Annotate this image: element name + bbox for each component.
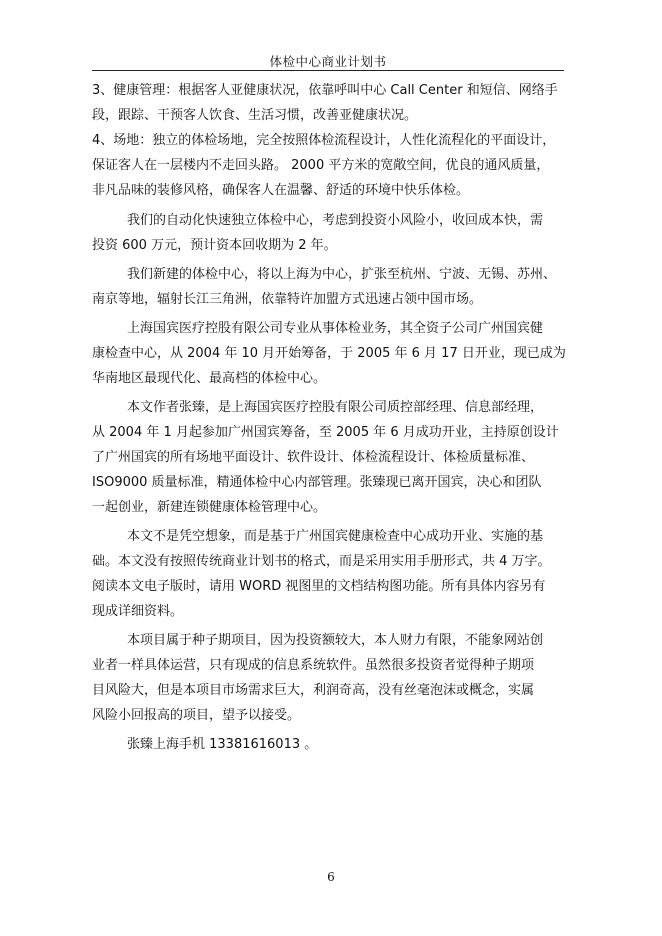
text-line: 了广州国宾的所有场地平面设计、软件设计、体检流程设计、体检质量标准、 bbox=[92, 450, 535, 465]
text-line: 投资 600 万元，预计资本回收期为 2 年。 bbox=[92, 238, 337, 253]
page-number: 6 bbox=[327, 870, 335, 884]
text-line: 段，跟踪、干预客人饮食、生活习惯，改善亚健康状况。 bbox=[92, 108, 418, 123]
text-line: 础。本文没有按照传统商业计划书的格式，而是采用实用手册形式，共 4 万字。 bbox=[92, 554, 551, 569]
text-line: 4、场地：独立的体检场地，完全按照体检流程设计，人性化流程化的平面设计， bbox=[92, 133, 556, 148]
text-line: 南京等地，辐射长江三角洲，依靠特许加盟方式迅速占领中国市场。 bbox=[92, 292, 483, 307]
text-line: 保证客人在一层楼内不走回头路。 2000 平方米的宽敞空间，优良的通风质量， bbox=[92, 158, 550, 173]
text-line: 风险小回报高的项目，望予以接受。 bbox=[92, 708, 301, 723]
text-line: 从 2004 年 1 月起参加广州国宾筹备，至 2005 年 6 月成功开业，主持原创设计 bbox=[92, 425, 559, 440]
text-line: 康检查中心，从 2004 年 10 月开始筹备，于 2005 年 6 月 17 日开业，现已成为 bbox=[92, 346, 566, 361]
text-line: 本文作者张臻，是上海国宾医疗控股有限公司质控部经理、信息部经理， bbox=[127, 400, 544, 415]
text-line: 非凡品味的装修风格，确保客人在温馨、舒适的环境中快乐体检。 bbox=[92, 183, 470, 198]
text-line: 3、健康管理：根据客人亚健康状况，依靠呼叫中心 Call Center 和短信、网络手 bbox=[92, 83, 558, 98]
text-line: 张臻上海手机 13381616013 。 bbox=[127, 737, 318, 752]
page-header-title: 体检中心商业计划书 bbox=[269, 54, 387, 69]
text-line: 上海国宾医疗控股有限公司专业从事体检业务，其全资子公司广州国宾健 bbox=[127, 321, 544, 336]
text-line: 我们新建的体检中心，将以上海为中心，扩张至杭州、宁波、无锡、苏州、 bbox=[127, 267, 557, 282]
text-line: 我们的自动化快速独立体检中心，考虑到投资小风险小，收回成本快，需 bbox=[127, 213, 544, 228]
text-line: ISO9000 质量标准，精通体检中心内部管理。张臻现已离开国宾，决心和团队 bbox=[92, 475, 542, 490]
text-line: 本项目属于种子期项目，因为投资额较大，本人财力有限，不能象网站创 bbox=[127, 633, 544, 648]
text-line: 现成详细资料。 bbox=[92, 604, 184, 619]
text-line: 阅读本文电子版时，请用 WORD 视图里的文档结构图功能。所有具体内容另有 bbox=[92, 579, 546, 594]
text-line: 业者一样具体运营，只有现成的信息系统软件。虽然很多投资者觉得种子期项 bbox=[92, 658, 535, 673]
text-line: 本文不是凭空想象，而是基于广州国宾健康检查中心成功开业、实施的基 bbox=[127, 529, 544, 544]
text-line: 华南地区最现代化、最高档的体检中心。 bbox=[92, 371, 327, 386]
text-line: 目风险大，但是本项目市场需求巨大，利润奇高，没有丝毫泡沫或概念，实属 bbox=[92, 683, 535, 698]
header-rule bbox=[92, 70, 564, 71]
text-line: 一起创业，新建连锁健康体检管理中心。 bbox=[92, 500, 327, 515]
